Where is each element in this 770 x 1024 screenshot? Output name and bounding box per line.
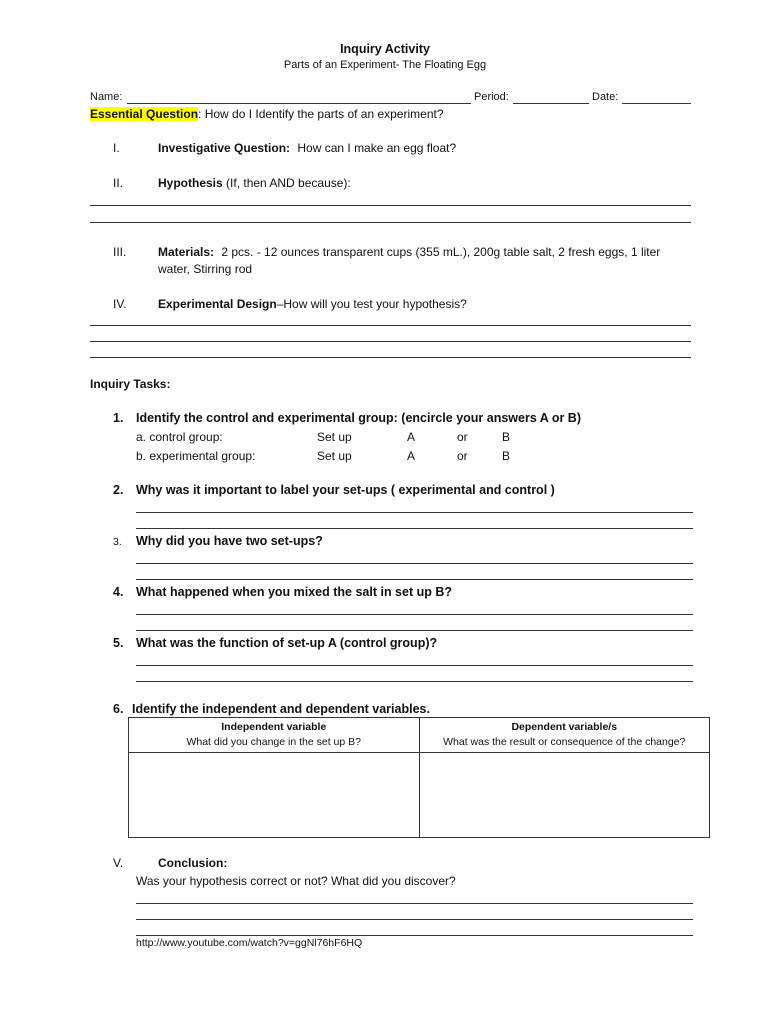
independent-variable-answer[interactable]	[129, 753, 420, 838]
investigative-question	[158, 141, 456, 155]
column-subtitle: What did you change in the set up B?	[186, 736, 362, 748]
answer-line[interactable]	[136, 935, 693, 936]
task-number: 5.	[113, 636, 124, 650]
or-label: or	[457, 449, 468, 463]
materials	[158, 245, 660, 259]
section-number: III.	[113, 245, 127, 259]
name-field[interactable]	[127, 103, 471, 104]
inquiry-tasks-heading: Inquiry Tasks:	[90, 377, 171, 391]
answer-line[interactable]	[136, 665, 693, 666]
answer-line[interactable]	[136, 563, 693, 564]
task-number: 6.	[113, 702, 124, 716]
or-label: or	[457, 430, 468, 444]
section-label: Experimental Design	[158, 297, 277, 311]
essential-question-text: : How do I Identify the parts of an experiment?	[198, 107, 444, 121]
section-number: IV.	[113, 297, 127, 311]
section-label: Materials:	[158, 245, 215, 259]
answer-line[interactable]	[90, 325, 691, 326]
dependent-variable-answer[interactable]	[419, 753, 710, 838]
hypothesis	[158, 176, 351, 190]
answer-line[interactable]	[136, 512, 693, 513]
essential-question	[90, 107, 444, 121]
task-number: 2.	[113, 483, 124, 497]
option-a[interactable]: A	[407, 449, 416, 463]
task-number: 3.	[113, 536, 122, 548]
answer-line[interactable]	[90, 205, 691, 206]
independent-variable-header	[129, 718, 420, 753]
section-number: II.	[113, 176, 124, 190]
setup-label: Set up	[317, 430, 352, 444]
dependent-variable-header	[419, 718, 710, 753]
section-number: V.	[113, 856, 124, 870]
column-title: Dependent variable/s	[511, 721, 618, 733]
answer-line[interactable]	[136, 579, 693, 580]
section-text: How can I make an egg float?	[297, 141, 457, 155]
option-b[interactable]: B	[502, 449, 511, 463]
answer-line[interactable]	[90, 341, 691, 342]
task-question: Identify the independent and dependent variables.	[132, 702, 430, 716]
youtube-link[interactable]: http://www.youtube.com/watch?v=ggNl76hF6HQ	[136, 937, 363, 949]
page-subtitle: Parts of an Experiment- The Floating Egg	[283, 59, 487, 71]
period-label: Period:	[474, 91, 509, 103]
answer-line[interactable]	[90, 222, 691, 223]
section-label: Hypothesis	[158, 176, 223, 190]
period-field[interactable]	[513, 103, 589, 104]
section-text: –How will you test your hypothesis?	[276, 297, 467, 311]
task-question: What happened when you mixed the salt in set up B?	[136, 585, 453, 599]
date-field[interactable]	[622, 103, 691, 104]
task-question: Why was it important to label your set-ups ( experimental and control )	[136, 483, 555, 497]
answer-line[interactable]	[136, 528, 693, 529]
experimental-design	[158, 297, 467, 311]
task-number: 1.	[113, 411, 124, 425]
answer-line[interactable]	[136, 903, 693, 904]
answer-line[interactable]	[90, 357, 691, 358]
answer-line[interactable]	[136, 919, 693, 920]
task-question: Identify the control and experimental group: (encircle your answers A or B)	[136, 411, 581, 425]
answer-line[interactable]	[136, 614, 693, 615]
task-question: Why did you have two set-ups?	[136, 534, 323, 548]
conclusion-question: Was your hypothesis correct or not? What did you discover?	[136, 874, 456, 888]
section-number: I.	[113, 141, 120, 155]
section-text: 2 pcs. - 12 ounces transparent cups (355 mL.), 200g table salt, 2 fresh eggs, 1 liter	[221, 245, 661, 259]
section-text-continued: water, Stirring rod	[158, 262, 253, 276]
page-title: Inquiry Activity	[340, 42, 430, 56]
answer-line[interactable]	[136, 630, 693, 631]
setup-label: Set up	[317, 449, 352, 463]
task-number: 4.	[113, 585, 124, 599]
section-text: (If, then AND because):	[226, 176, 351, 190]
name-label: Name:	[90, 91, 123, 103]
group-label: a. control group:	[136, 430, 223, 444]
section-label: Investigative Question:	[158, 141, 291, 155]
option-b[interactable]: B	[502, 430, 511, 444]
option-a[interactable]: A	[407, 430, 416, 444]
date-label: Date:	[592, 91, 619, 103]
group-label: b. experimental group:	[136, 449, 256, 463]
essential-question-label: Essential Question	[90, 107, 199, 121]
answer-line[interactable]	[136, 681, 693, 682]
variables-table	[128, 717, 710, 838]
column-title: Independent variable	[221, 721, 327, 733]
task-question: What was the function of set-up A (control group)?	[136, 636, 438, 650]
conclusion-label: Conclusion:	[158, 856, 228, 870]
column-subtitle: What was the result or consequence of the change?	[443, 736, 686, 748]
